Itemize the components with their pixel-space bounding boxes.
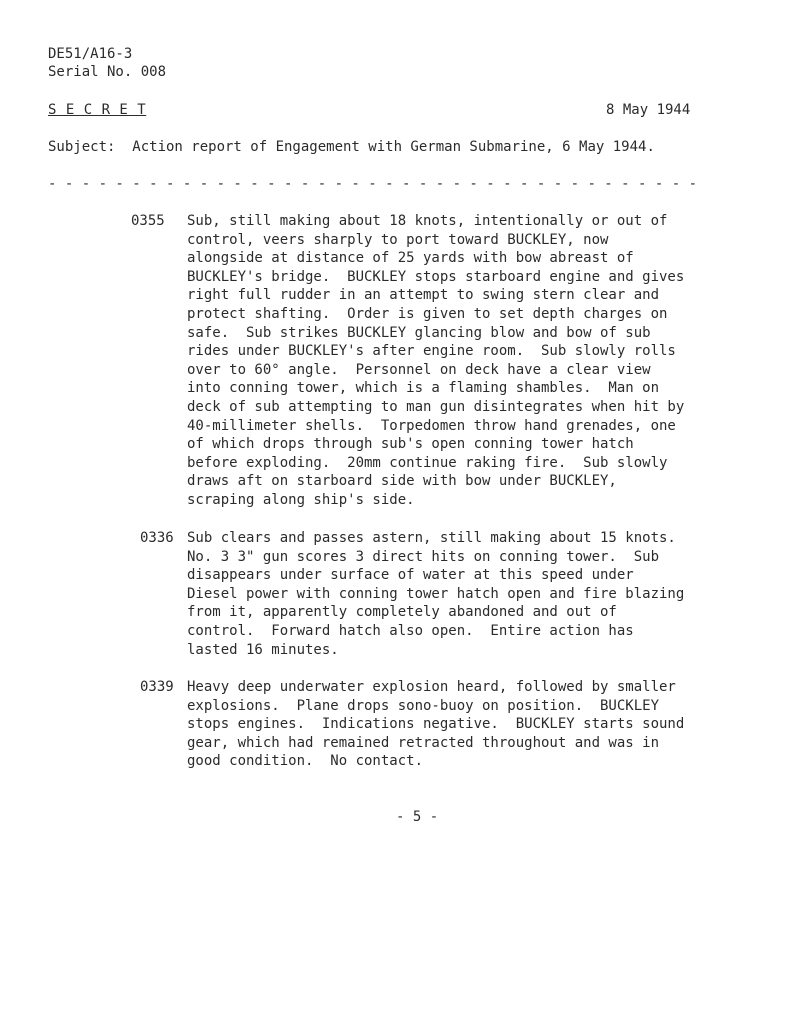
entry-line: control, veers sharply to port toward BUCKLEY, now [187,231,609,248]
classification-marking: S E C R E T [48,102,147,118]
entry-line: deck of sub attempting to man gun disintegrates when hit by [187,398,685,415]
entry-line: 40-millimeter shells. Torpedomen throw hand grenades, one [187,417,676,434]
file-reference: DE51/A16-3 [48,46,133,62]
page-number: - 5 - [396,809,439,825]
entry-line: from it, apparently completely abandoned and out of [187,604,617,621]
entry-text [187,212,757,510]
entry-time: 0339 [140,679,174,695]
entry-line: control. Forward hatch also open. Entire action has [187,622,634,639]
serial-number: Serial No. 008 [48,64,167,80]
entry-line: Diesel power with conning tower hatch open and fire blazing [187,585,685,602]
entry-time: 0355 [131,213,165,229]
entry-line: gear, which had remained retracted throughout and was in [187,734,660,751]
entry-line: Sub, still making about 18 knots, intentionally or out of [187,213,668,229]
entry-line: of which drops through sub's open conning tower hatch [187,436,634,453]
entry-line: disappears under surface of water at this speed under [187,567,634,584]
entry-line: safe. Sub strikes BUCKLEY glancing blow and bow of sub [187,324,651,341]
entry-line: explosions. Plane drops sono-buoy on position. BUCKLEY [187,697,660,714]
entry-time: 0336 [140,530,174,546]
subject-line: Subject: Action report of Engagement with German Submarine, 6 May 1944. [48,139,655,155]
entry-line: into conning tower, which is a flaming shambles. Man on [187,380,660,397]
entry-line: Heavy deep underwater explosion heard, followed by smaller [187,679,676,695]
entry-line: before exploding. 20mm continue raking fire. Sub slowly [187,454,668,471]
entry-line: draws aft on starboard side with bow under BUCKLEY, [187,473,617,490]
entry-line: good condition. No contact. [187,753,424,770]
entry-line: over to 60° angle. Personnel on deck have a clear view [187,361,651,378]
entry-line: stops engines. Indications negative. BUCKLEY starts sound [187,716,685,733]
entry-line: protect shafting. Order is given to set depth charges on [187,305,668,322]
entry-line: lasted 16 minutes. [187,641,339,658]
entry-line: BUCKLEY's bridge. BUCKLEY stops starboard engine and gives [187,268,685,285]
entry-line: right full rudder in an attempt to swing stern clear and [187,287,660,304]
entry-line: rides under BUCKLEY's after engine room. Sub slowly rolls [187,343,676,360]
entry-line: scraping along ship's side. [187,491,415,508]
entry-line: Sub clears and passes astern, still making about 15 knots. [187,530,676,546]
entry-text [187,678,757,771]
entry-line: No. 3 3" gun scores 3 direct hits on conning tower. Sub [187,548,660,565]
entry-text [187,529,757,659]
report-date: 8 May 1944 [606,102,691,118]
entry-line: alongside at distance of 25 yards with bow abreast of [187,250,634,267]
dashed-divider: - - - - - - - - - - - - - - - - - - - - - - - - - - - - - - - - - - - - - - - [48,176,698,192]
